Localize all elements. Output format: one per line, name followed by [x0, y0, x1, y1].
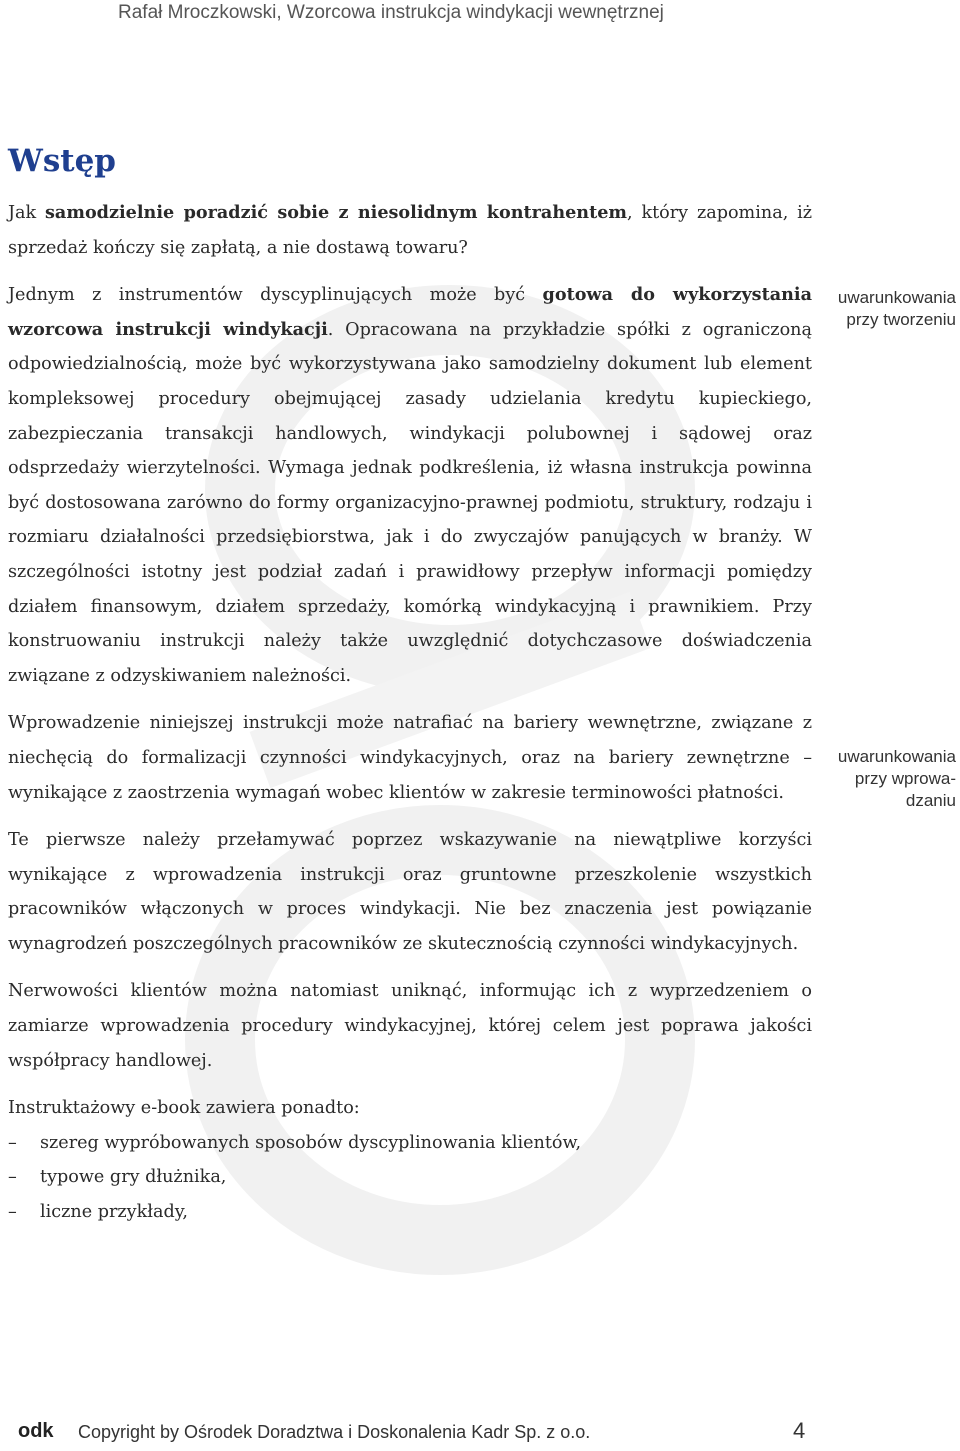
paragraph-benefits: Te pierwsze należy przełamywać poprzez wskazywanie na niewątpliwe korzyści wynikające z wprowadzenia instrukcji oraz gruntowne przeszkolenie wszystkich pracowników włączonych w proces windykacji. Nie bez znaczenia jest powiązanie wynagrodzeń poszczególnych pracowników ze skutecznością czynności windykacyjnych.: [8, 830, 812, 954]
copyright-text: Copyright by Ośrodek Doradztwa i Doskonalenia Kadr Sp. z o.o.: [78, 1422, 591, 1442]
list-dash: –: [8, 1202, 17, 1223]
list-item: [8, 1195, 812, 1230]
margin-note-creation: [816, 287, 956, 331]
paragraph-ebook-intro: Instruktażowy e-book zawiera ponadto:: [8, 1098, 360, 1119]
running-header: Rafał Mroczkowski, Wzorcowa instrukcja windykacji wewnętrznej: [118, 2, 664, 23]
bold-run: samodzielnie poradzić sobie z niesolidnym kontrahentem: [45, 202, 628, 223]
paragraph-barriers: Wprowadzenie niniejszej instrukcji może natrafiać na bariery wewnętrzne, związane z niechęcią do formalizacji czynności windykacyjnych, oraz na bariery zewnętrzne – wynikające z zaostrzenia wymagań wobec klientów w zakresie terminowości płatności.: [8, 713, 812, 803]
list-item-text: liczne przykłady,: [40, 1202, 188, 1223]
body-text: [8, 196, 812, 1230]
paragraph-clients: Nerwowości klientów można natomiast uniknąć, informując ich z wyprzedzeniem o zamiarze wprowadzenia procedury windykacyjnej, której celem jest poprawa jakości współpracy handlowej.: [8, 981, 812, 1071]
list-item-text: szereg wypróbowanych sposobów dyscyplinowania klientów,: [40, 1132, 582, 1153]
margin-note-line: dzaniu: [905, 791, 956, 810]
margin-note-line: uwarunkowania: [837, 288, 956, 307]
section-title: Wstęp: [8, 143, 116, 179]
logo-text: odk: [18, 1420, 54, 1442]
page-number: 4: [793, 1418, 806, 1443]
page-footer: [0, 1414, 960, 1448]
margin-note-implementation: [816, 746, 956, 812]
bold-run: gotowa do wykorzystania wzorcowa instrukcji windykacji: [8, 284, 812, 340]
list-item-text: typowe gry dłużnika,: [40, 1167, 227, 1188]
paragraph-instruments: [8, 278, 812, 693]
text-run: , który zapomina, iż sprzedaż kończy się zapłatą, a nie dostawą towaru?: [8, 203, 813, 258]
list-dash: –: [8, 1167, 17, 1188]
list-dash: –: [8, 1132, 17, 1153]
margin-note-line: przy wprowa-: [854, 769, 956, 788]
paragraph-intro: [8, 196, 812, 265]
margin-note-line: przy tworzeniu: [846, 310, 956, 329]
text-run: Jak: [8, 203, 46, 223]
text-run: Jednym z instrumentów dyscyplinujących może być: [8, 285, 543, 306]
ebook-contents-list: [8, 1126, 812, 1230]
text-run: . Opracowana na przykładzie spółki z ograniczoną odpowiedzialnością, może być wykorzystywana jako samodzielny dokument lub element kompleksowej procedury obejmującej zasady udzielania kredytu kupieckiego, zabezpieczania transakcji handlowych, windykacji polubownej i sądowej oraz odsprzedaży wierzytelności. Wymaga jednak podkreślenia, iż własna instrukcja powinna być dostosowana zarówno do formy organizacyjno-prawnej podmiotu, struktury, rodzaju i rozmiaru działalności przedsiębiorstwa, jak i do zwyczajów panujących w branży. W szczególności istotny jest podział zadań i prawidłowy przepływ informacji pomiędzy działem finansowym, działem sprzedaży, komórką windykacyjną i prawnikiem. Przy konstruowaniu instrukcji należy także uwzględnić dotychczasowe doświadczenia związane z odzyskiwaniem należności.: [8, 319, 812, 686]
list-item: [8, 1160, 812, 1195]
odk-logo-icon: [18, 1418, 66, 1442]
margin-note-line: uwarunkowania: [837, 747, 956, 766]
list-item: [8, 1126, 812, 1161]
